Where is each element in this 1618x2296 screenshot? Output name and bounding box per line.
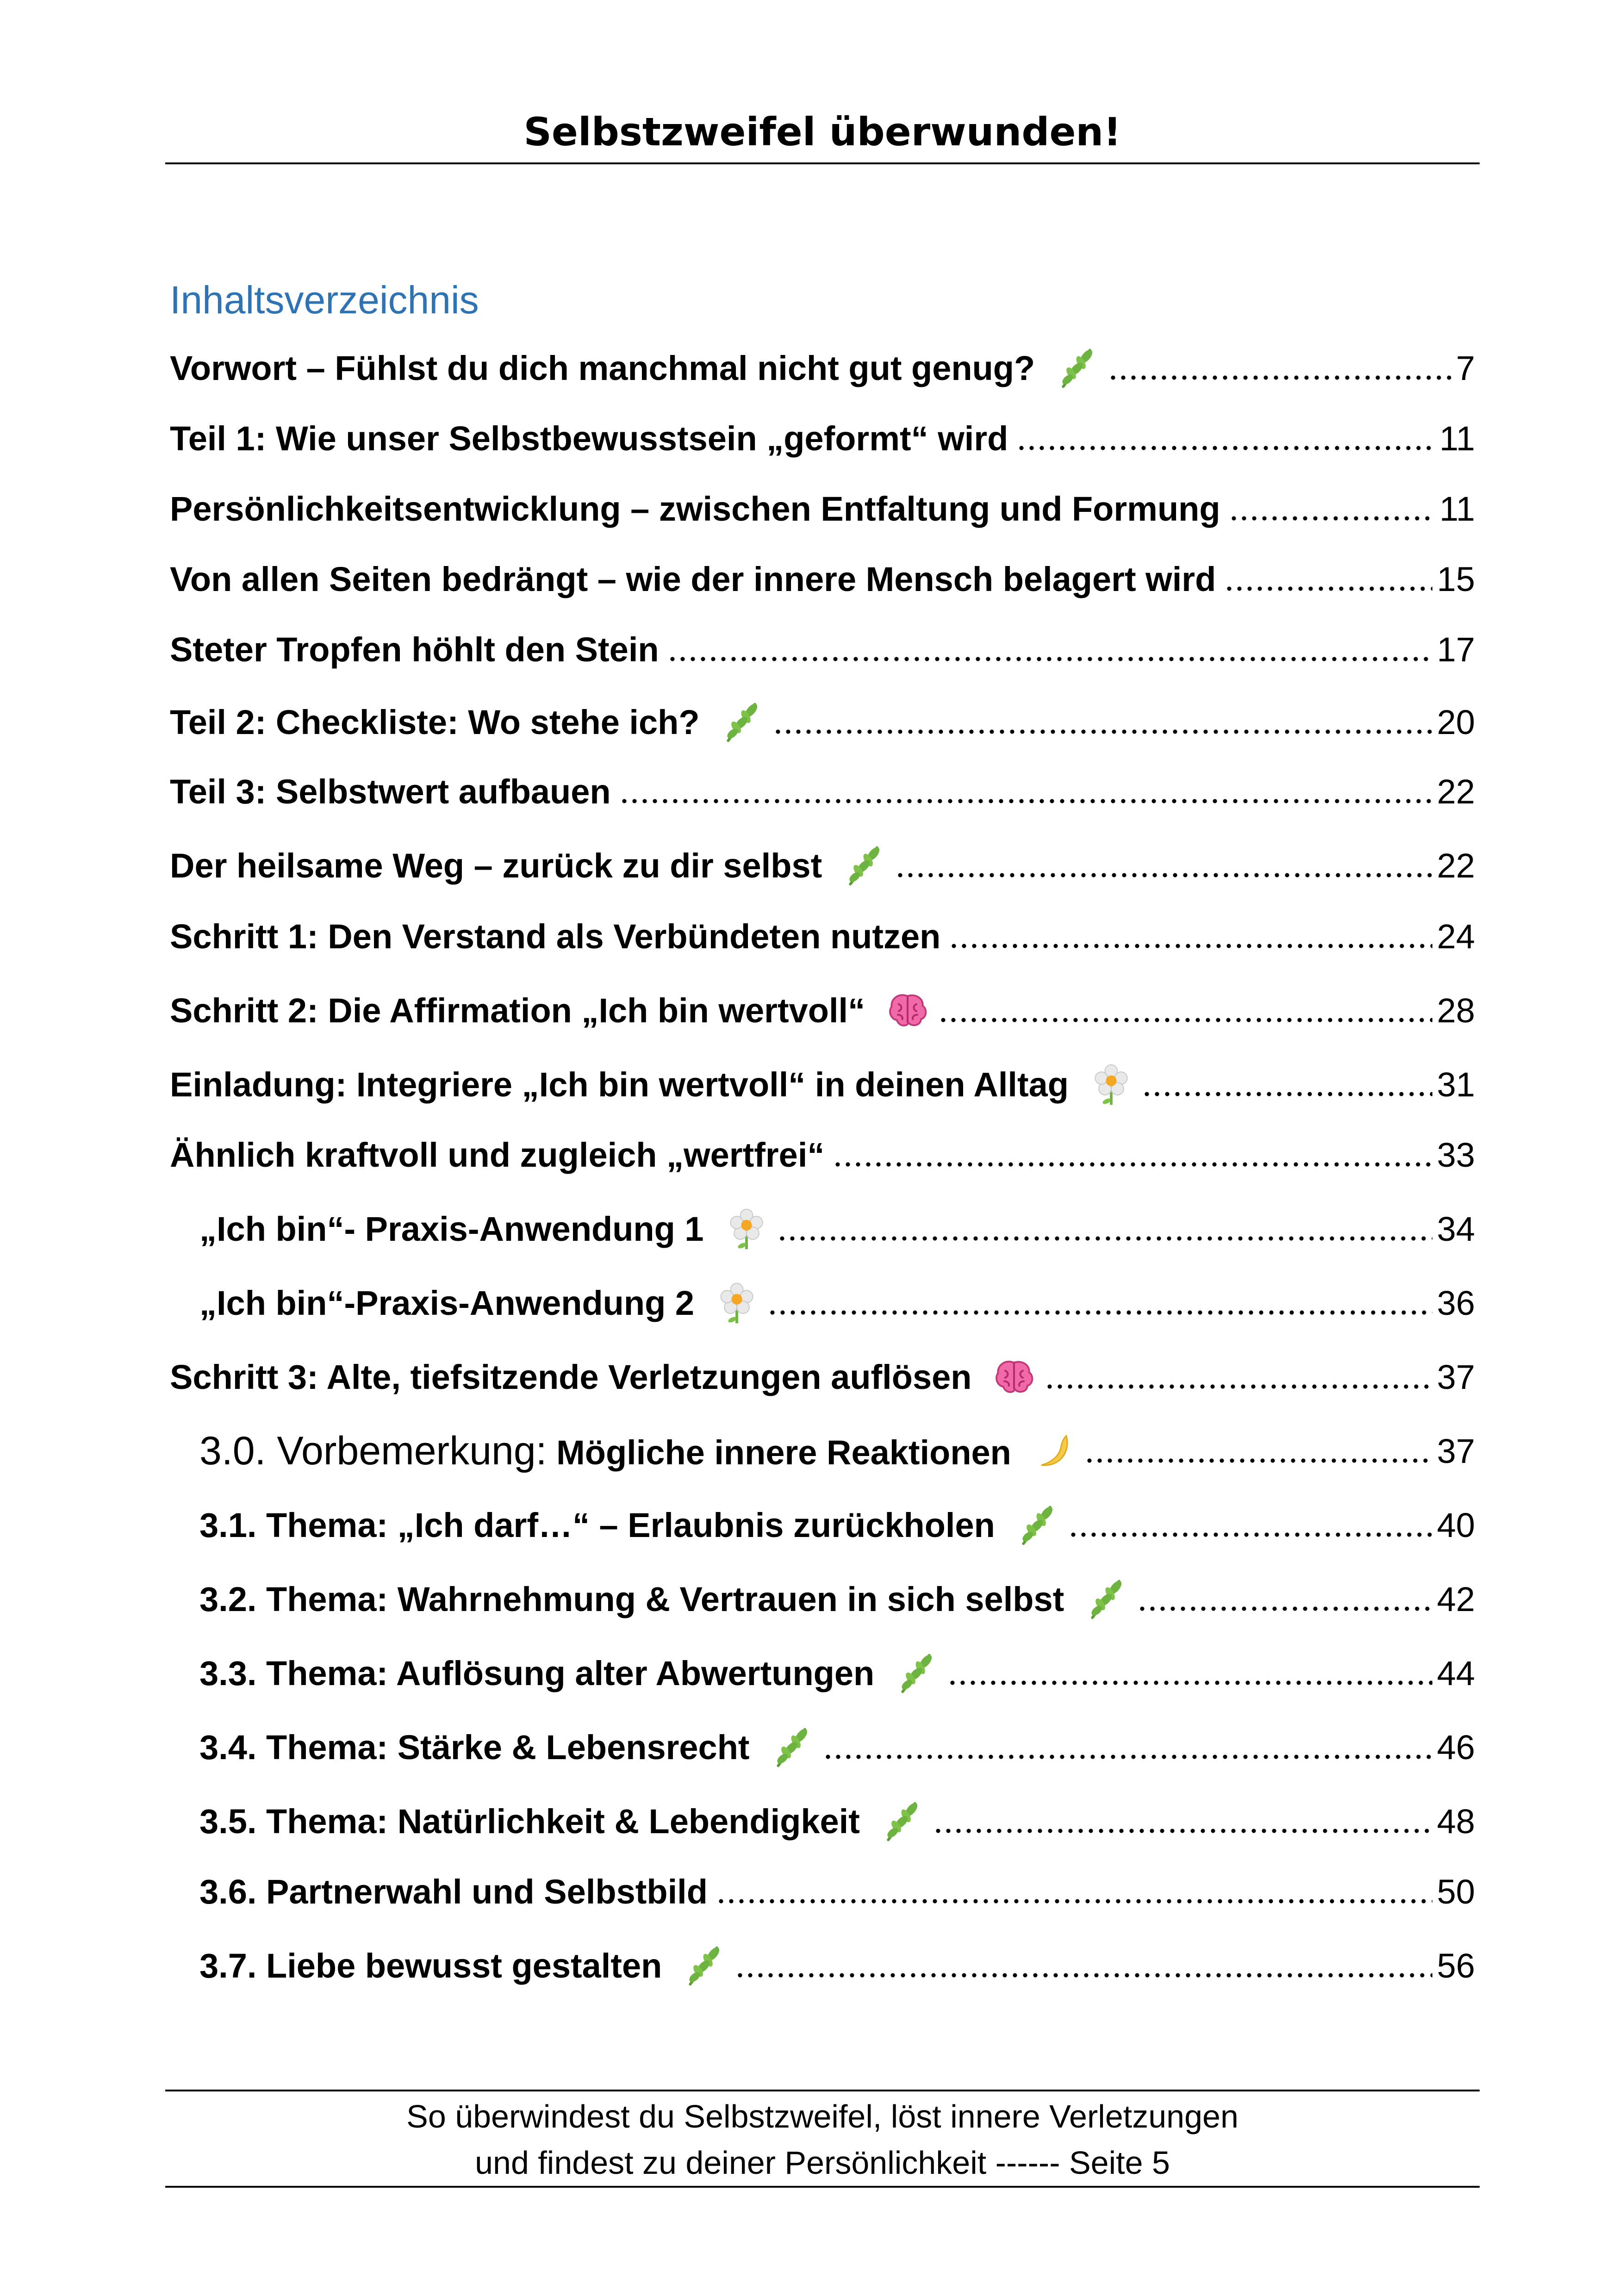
toc-page-number: 24	[1437, 917, 1475, 956]
toc-page-number: 15	[1437, 560, 1475, 598]
toc-page-number: 48	[1437, 1802, 1475, 1841]
toc-page-number: 33	[1437, 1135, 1475, 1174]
herb-icon	[770, 1725, 815, 1769]
toc-leader-dots	[1142, 1089, 1432, 1099]
toc-entry-title: Von allen Seiten bedrängt – wie der innere Mensch belagert wird	[170, 560, 1216, 598]
toc-entry[interactable]	[170, 1054, 1475, 1114]
toc-entry-title: Der heilsame Weg – zurück zu dir selbst	[170, 846, 822, 885]
toc-page-number: 34	[1437, 1209, 1475, 1248]
toc-entry[interactable]	[199, 1495, 1475, 1555]
toc-entry-title: 3.2. Thema: Wahrnehmung & Vertrauen in sich selbst	[199, 1580, 1064, 1618]
toc-page-number: 37	[1437, 1357, 1475, 1396]
brain-icon	[885, 988, 930, 1033]
toc-entry-title: 3.0. Vorbemerkung: Mögliche innere Reaktionen	[199, 1428, 1011, 1473]
toc-page-number: 56	[1437, 1946, 1475, 1985]
toc-page-number: 22	[1437, 846, 1475, 885]
toc-leader-dots	[667, 654, 1432, 664]
herb-icon	[720, 700, 765, 744]
flower-icon	[715, 1281, 759, 1325]
toc-leader-dots	[735, 1971, 1432, 1980]
toc-page-number: 50	[1437, 1872, 1475, 1911]
toc-entry[interactable]	[199, 1861, 1475, 1922]
toc-leader-dots	[1224, 584, 1432, 593]
toc-entry[interactable]	[199, 1791, 1475, 1851]
toc-entry-title: Persönlichkeitsentwicklung – zwischen Entfaltung und Formung	[170, 489, 1220, 528]
toc-entry[interactable]	[199, 1643, 1475, 1703]
toc-page-number: 20	[1437, 703, 1475, 741]
toc-entry[interactable]	[199, 1273, 1475, 1333]
toc-entry[interactable]	[199, 1569, 1475, 1629]
toc-entry[interactable]	[170, 338, 1475, 398]
toc-page-number: 31	[1437, 1065, 1475, 1104]
flower-icon	[724, 1207, 769, 1251]
herb-icon	[1084, 1577, 1129, 1621]
toc-entry-title: Schritt 2: Die Affirmation „Ich bin wertvoll“	[170, 991, 865, 1030]
toc-leader-dots	[1016, 443, 1435, 453]
toc-leader-dots	[1068, 1530, 1432, 1539]
toc-page-number: 44	[1437, 1654, 1475, 1692]
toc-entry[interactable]	[199, 1717, 1475, 1777]
toc-entry[interactable]	[170, 906, 1475, 966]
toc-entry-title: 3.5. Thema: Natürlichkeit & Lebendigkeit	[199, 1802, 860, 1841]
toc-leader-dots	[823, 1752, 1432, 1761]
moon-icon	[1032, 1429, 1076, 1473]
herb-icon	[895, 1651, 939, 1695]
toc-entry-title: Steter Tropfen höhlt den Stein	[170, 630, 659, 669]
toc-entry[interactable]	[170, 549, 1475, 609]
toc-page-number: 40	[1437, 1506, 1475, 1544]
toc-entry-title: 3.7. Liebe bewusst gestalten	[199, 1946, 662, 1985]
toc-entry[interactable]	[199, 1199, 1475, 1259]
herb-icon	[1015, 1503, 1060, 1547]
toc-leader-dots	[938, 1015, 1432, 1025]
page-title: Selbstzweifel überwunden!	[523, 109, 1121, 155]
toc-page-number: 17	[1437, 630, 1475, 669]
toc-entry[interactable]	[170, 1125, 1475, 1185]
toc-entry-title: Ähnlich kraftvoll und zugleich „wertfrei“	[170, 1135, 825, 1174]
toc-leader-dots	[1084, 1456, 1432, 1465]
toc-page-number: 28	[1437, 991, 1475, 1030]
toc-entry[interactable]	[170, 1347, 1475, 1407]
toc-entry-title: Einladung: Integriere „Ich bin wertvoll“ in deinen Alltag	[170, 1065, 1069, 1104]
page-header	[165, 100, 1480, 164]
toc-page-number: 46	[1437, 1728, 1475, 1767]
toc-page-number: 11	[1439, 419, 1475, 458]
toc-entry-title: 3.4. Thema: Stärke & Lebensrecht	[199, 1728, 750, 1767]
flower-icon	[1089, 1062, 1133, 1107]
toc-entry[interactable]	[170, 835, 1475, 896]
toc-entry-title: 3.1. Thema: „Ich darf…“ – Erlaubnis zurückholen	[199, 1506, 995, 1544]
toc-leader-dots	[767, 1308, 1432, 1317]
toc-leader-dots	[947, 1678, 1432, 1687]
toc-leader-dots	[1045, 1382, 1432, 1391]
toc-entry-title: Schritt 1: Den Verstand als Verbündeten nutzen	[170, 917, 941, 956]
toc-leader-dots	[716, 1897, 1432, 1906]
toc-entry[interactable]	[170, 761, 1475, 821]
toc-entry[interactable]	[170, 408, 1475, 468]
toc-leader-dots	[773, 727, 1432, 736]
toc-leader-dots	[619, 796, 1432, 806]
toc-leader-dots	[833, 1160, 1432, 1169]
toc-leader-dots	[1108, 373, 1451, 382]
toc-entry[interactable]	[199, 1935, 1475, 1996]
footer-line-1: So überwindest du Selbstzweifel, löst innere Verletzungen	[406, 2098, 1238, 2134]
toc-entry-title: Teil 2: Checkliste: Wo stehe ich?	[170, 703, 700, 741]
page-footer	[165, 2090, 1480, 2188]
toc-entry-title: Teil 3: Selbstwert aufbauen	[170, 772, 611, 811]
toc-page-number: 37	[1437, 1431, 1475, 1470]
toc-leader-dots	[949, 941, 1432, 951]
herb-icon	[1055, 346, 1100, 390]
toc-entry-title: „Ich bin“-Praxis-Anwendung 2	[199, 1283, 694, 1322]
toc-entry-title: 3.3. Thema: Auflösung alter Abwertungen	[199, 1654, 875, 1692]
toc-entry-title: Schritt 3: Alte, tiefsitzende Verletzungen auflösen	[170, 1357, 972, 1396]
toc-leader-dots	[777, 1234, 1432, 1243]
toc-heading: Inhaltsverzeichnis	[170, 278, 479, 322]
toc-page-number: 42	[1437, 1580, 1475, 1618]
toc-entry[interactable]	[170, 980, 1475, 1040]
toc-leader-dots	[895, 871, 1432, 880]
toc-entry-title: Vorwort – Fühlst du dich manchmal nicht gut genug?	[170, 348, 1035, 387]
toc-leader-dots	[933, 1826, 1432, 1836]
herb-icon	[682, 1943, 727, 1988]
brain-icon	[992, 1355, 1036, 1399]
toc-entry-title: Teil 1: Wie unser Selbstbewusstsein „geformt“ wird	[170, 419, 1008, 458]
toc-page-number: 22	[1437, 772, 1475, 811]
herb-icon	[880, 1799, 925, 1843]
toc-entry-title: 3.6. Partnerwahl und Selbstbild	[199, 1872, 708, 1911]
toc-entry[interactable]	[170, 619, 1475, 679]
toc-page-number: 11	[1439, 489, 1475, 528]
toc-page-number: 36	[1437, 1283, 1475, 1322]
toc-leader-dots	[1229, 514, 1435, 523]
toc-entry-title-prefix: 3.0. Vorbemerkung:	[199, 1428, 547, 1473]
toc-entry[interactable]	[199, 1421, 1475, 1481]
toc-entry[interactable]	[170, 479, 1475, 539]
toc-leader-dots	[1137, 1604, 1432, 1613]
toc-page-number: 7	[1456, 348, 1475, 387]
footer-line-2: und findest zu deiner Persönlichkeit ------ Seite 5	[475, 2145, 1170, 2181]
herb-icon	[842, 843, 887, 888]
toc-entry[interactable]	[170, 692, 1475, 752]
toc-entry-title: „Ich bin“- Praxis-Anwendung 1	[199, 1209, 704, 1248]
